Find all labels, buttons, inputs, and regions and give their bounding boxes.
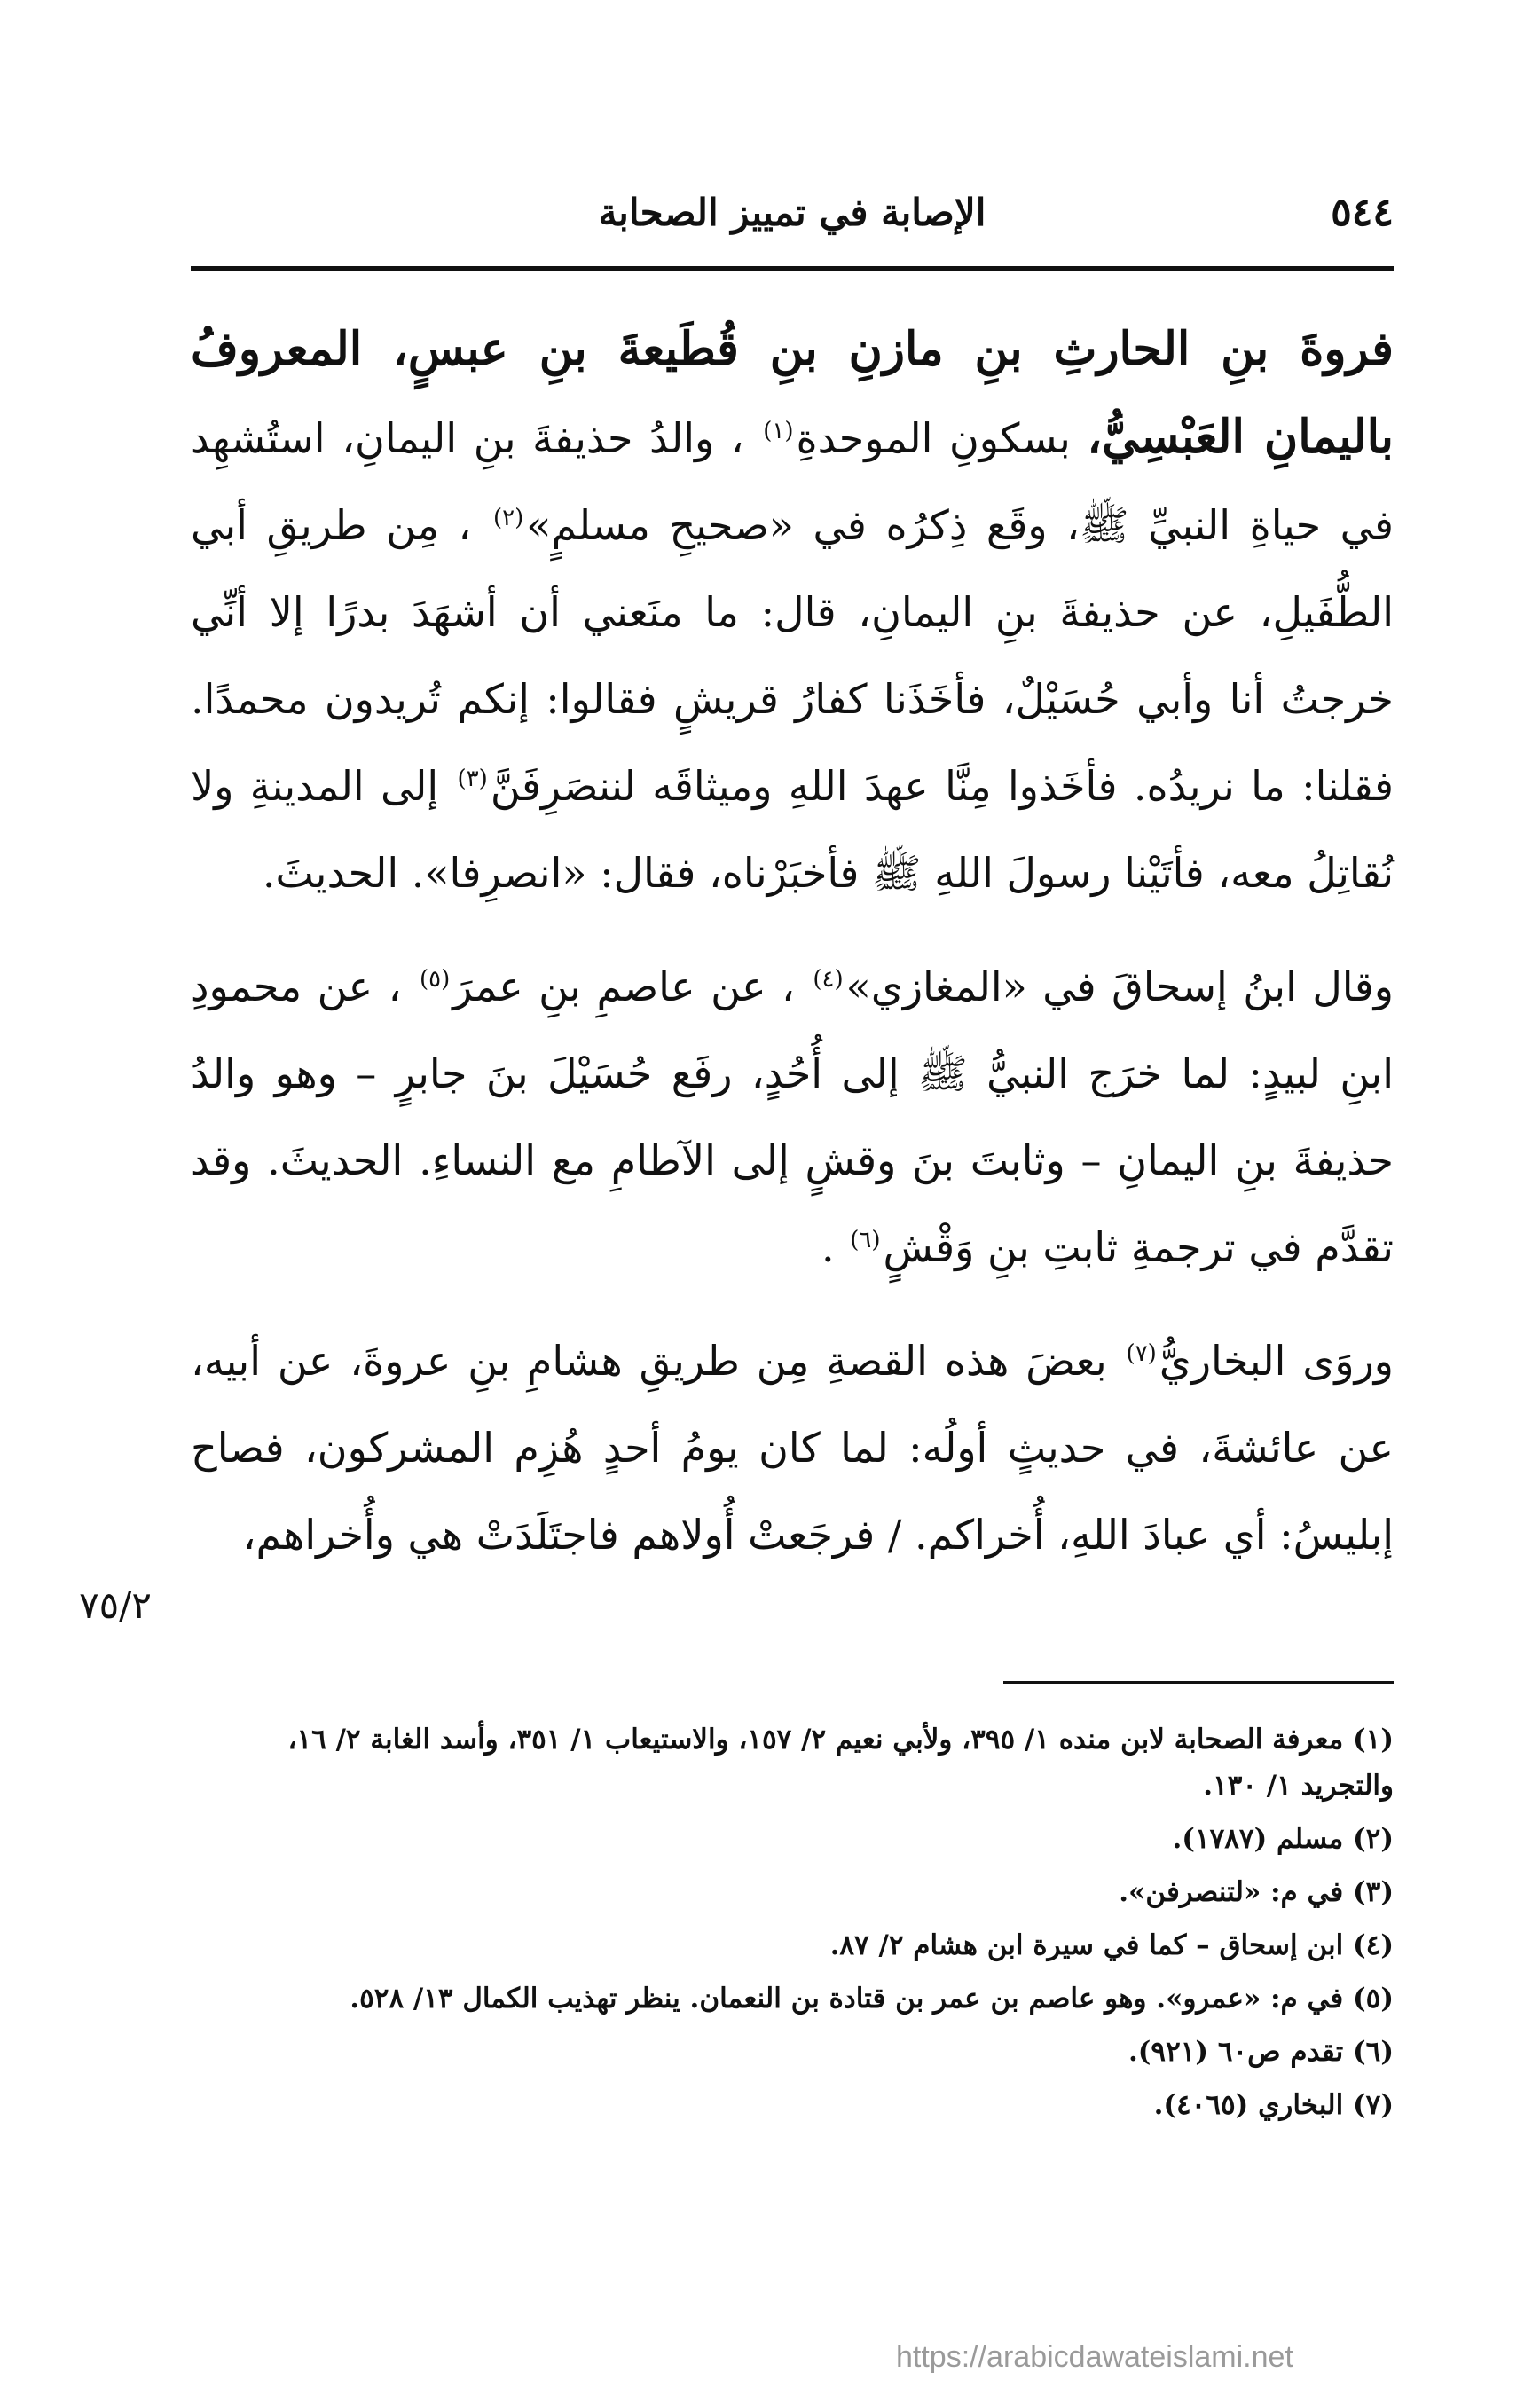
footnote-separator [1003,1681,1394,1684]
paragraph-3 [191,1317,1394,1578]
footnote-2: (٢) مسلم (١٧٨٧). [1172,1823,1394,1855]
paragraph-1 [191,306,1394,916]
footnote-ref-3[interactable]: (٣) [457,765,488,792]
running-header [191,182,1394,244]
footnote-3: (٣) في م: «لتنصرفن». [1119,1876,1394,1908]
footnote-ref-1[interactable]: (١) [763,417,794,444]
paragraph-segment: بسكونِ الموحدةِ [796,414,1071,462]
footnote-ref-5[interactable]: (٥) [419,965,451,993]
footnotes [191,1717,1394,2135]
page-number: ٥٤٤ [1331,190,1394,235]
paragraph-segment: إلى المدينةِ ولا نُقاتِلُ معه، فأتَيْنا رسولَ اللهِ ﷺ فأخبَرْناه، فقال: «انصرِفا». الحديثَ. [191,762,1394,897]
paragraph-segment: بعضَ هذه القصةِ مِن طريقِ هشامِ بنِ عروةَ، عن أبيه، عن عائشةَ، في حديثٍ أولُه: لما كان يومُ أحدٍ هُزِم المشركون، فصاح إبليسُ: أي عبادَ اللهِ، أُخراكم. / فرجَعتْ أُولاهم فاجتَلَدَتْ هي وأُخراهم، [191,1337,1394,1559]
paragraph-segment: . [821,1223,835,1271]
entry-heading: فروةَ بنِ الحارثِ بنِ مازنِ بنِ قُطَيعةَ بنِ عبسٍ، المعروفُ باليمانِ العَبْسِيُّ، [191,322,1395,464]
footnote-5: (٥) في م: «عمرو». وهو عاصم بن عمر بن قتادة بن النعمان. ينظر تهذيب الكمال ١٣/ ٥٢٨. [350,1983,1394,2015]
paragraph-2 [191,943,1394,1291]
paragraph-segment: وقال ابنُ إسحاقَ في «المغازي» [845,962,1395,1010]
footnote-ref-7[interactable]: (٧) [1126,1339,1157,1367]
footnote-1: (١) معرفة الصحابة لابن منده ١/ ٣٩٥، ولأبي نعيم ٢/ ١٥٧، والاستيعاب ١/ ٣٥١، وأسد الغابة ٢/ ١٦، والتجريد ١/ ١٣٠. [287,1724,1394,1802]
book-title: الإصابة في تمييز الصحابة [598,191,986,234]
footnote-ref-4[interactable]: (٤) [813,965,844,993]
paragraph-segment: ، عن عاصمِ بنِ عمرَ [452,962,795,1010]
paragraph-segment: ، والدُ حذيفةَ بنِ اليمانِ، استُشهِد في حياةِ النبيِّ ﷺ، وقَع ذِكرُه في «صحيحِ مسلمٍ» [191,414,1394,549]
footnote-ref-6[interactable]: (٦) [850,1226,881,1253]
footnote-ref-2[interactable]: (٢) [492,504,524,531]
margin-volume-page-note: ٧٥/٢ [79,1583,152,1627]
header-rule [191,266,1394,271]
main-text [191,306,1394,1605]
footnote-6: (٦) تقدم ص٦٠ (٩٢١). [1128,2036,1394,2068]
paragraph-segment: ، مِن طريقِ أبي الطُّفَيلِ، عن حذيفةَ بنِ اليمانِ، قال: ما منَعني أن أشهَدَ بدرًا إلا أنِّي خرجتُ أنا وأبي حُسَيْلٌ، فأخَذَنا كفارُ قريشٍ فقالوا: إنكم تُريدون محمدًا. فقلنا: ما نريدُه. فأخَذوا مِنَّا عهدَ اللهِ وميثاقَه لننصَرِفَنَّ [191,501,1394,810]
footnote-4: (٤) ابن إسحاق – كما في سيرة ابن هشام ٢/ ٨٧. [829,1929,1394,1961]
source-watermark: https://arabicdawateislami.net [896,2340,1293,2374]
footnote-7: (٧) البخاري (٤٠٦٥). [1153,2089,1394,2121]
paragraph-segment: ، عن محمودِ ابنِ لبيدٍ: لما خرَج النبيُّ ﷺ إلى أُحُدٍ، رفَع حُسَيْلَ بنَ جابرٍ – وهو والدُ حذيفةَ بنِ اليمانِ – وثابتَ بنَ وقشٍ إلى الآطامِ مع النساءِ. الحديثَ. وقد تقدَّم في ترجمةِ ثابتِ بنِ وَقْشٍ [191,962,1394,1271]
paragraph-segment: وروَى البخاريُّ [1159,1337,1395,1385]
